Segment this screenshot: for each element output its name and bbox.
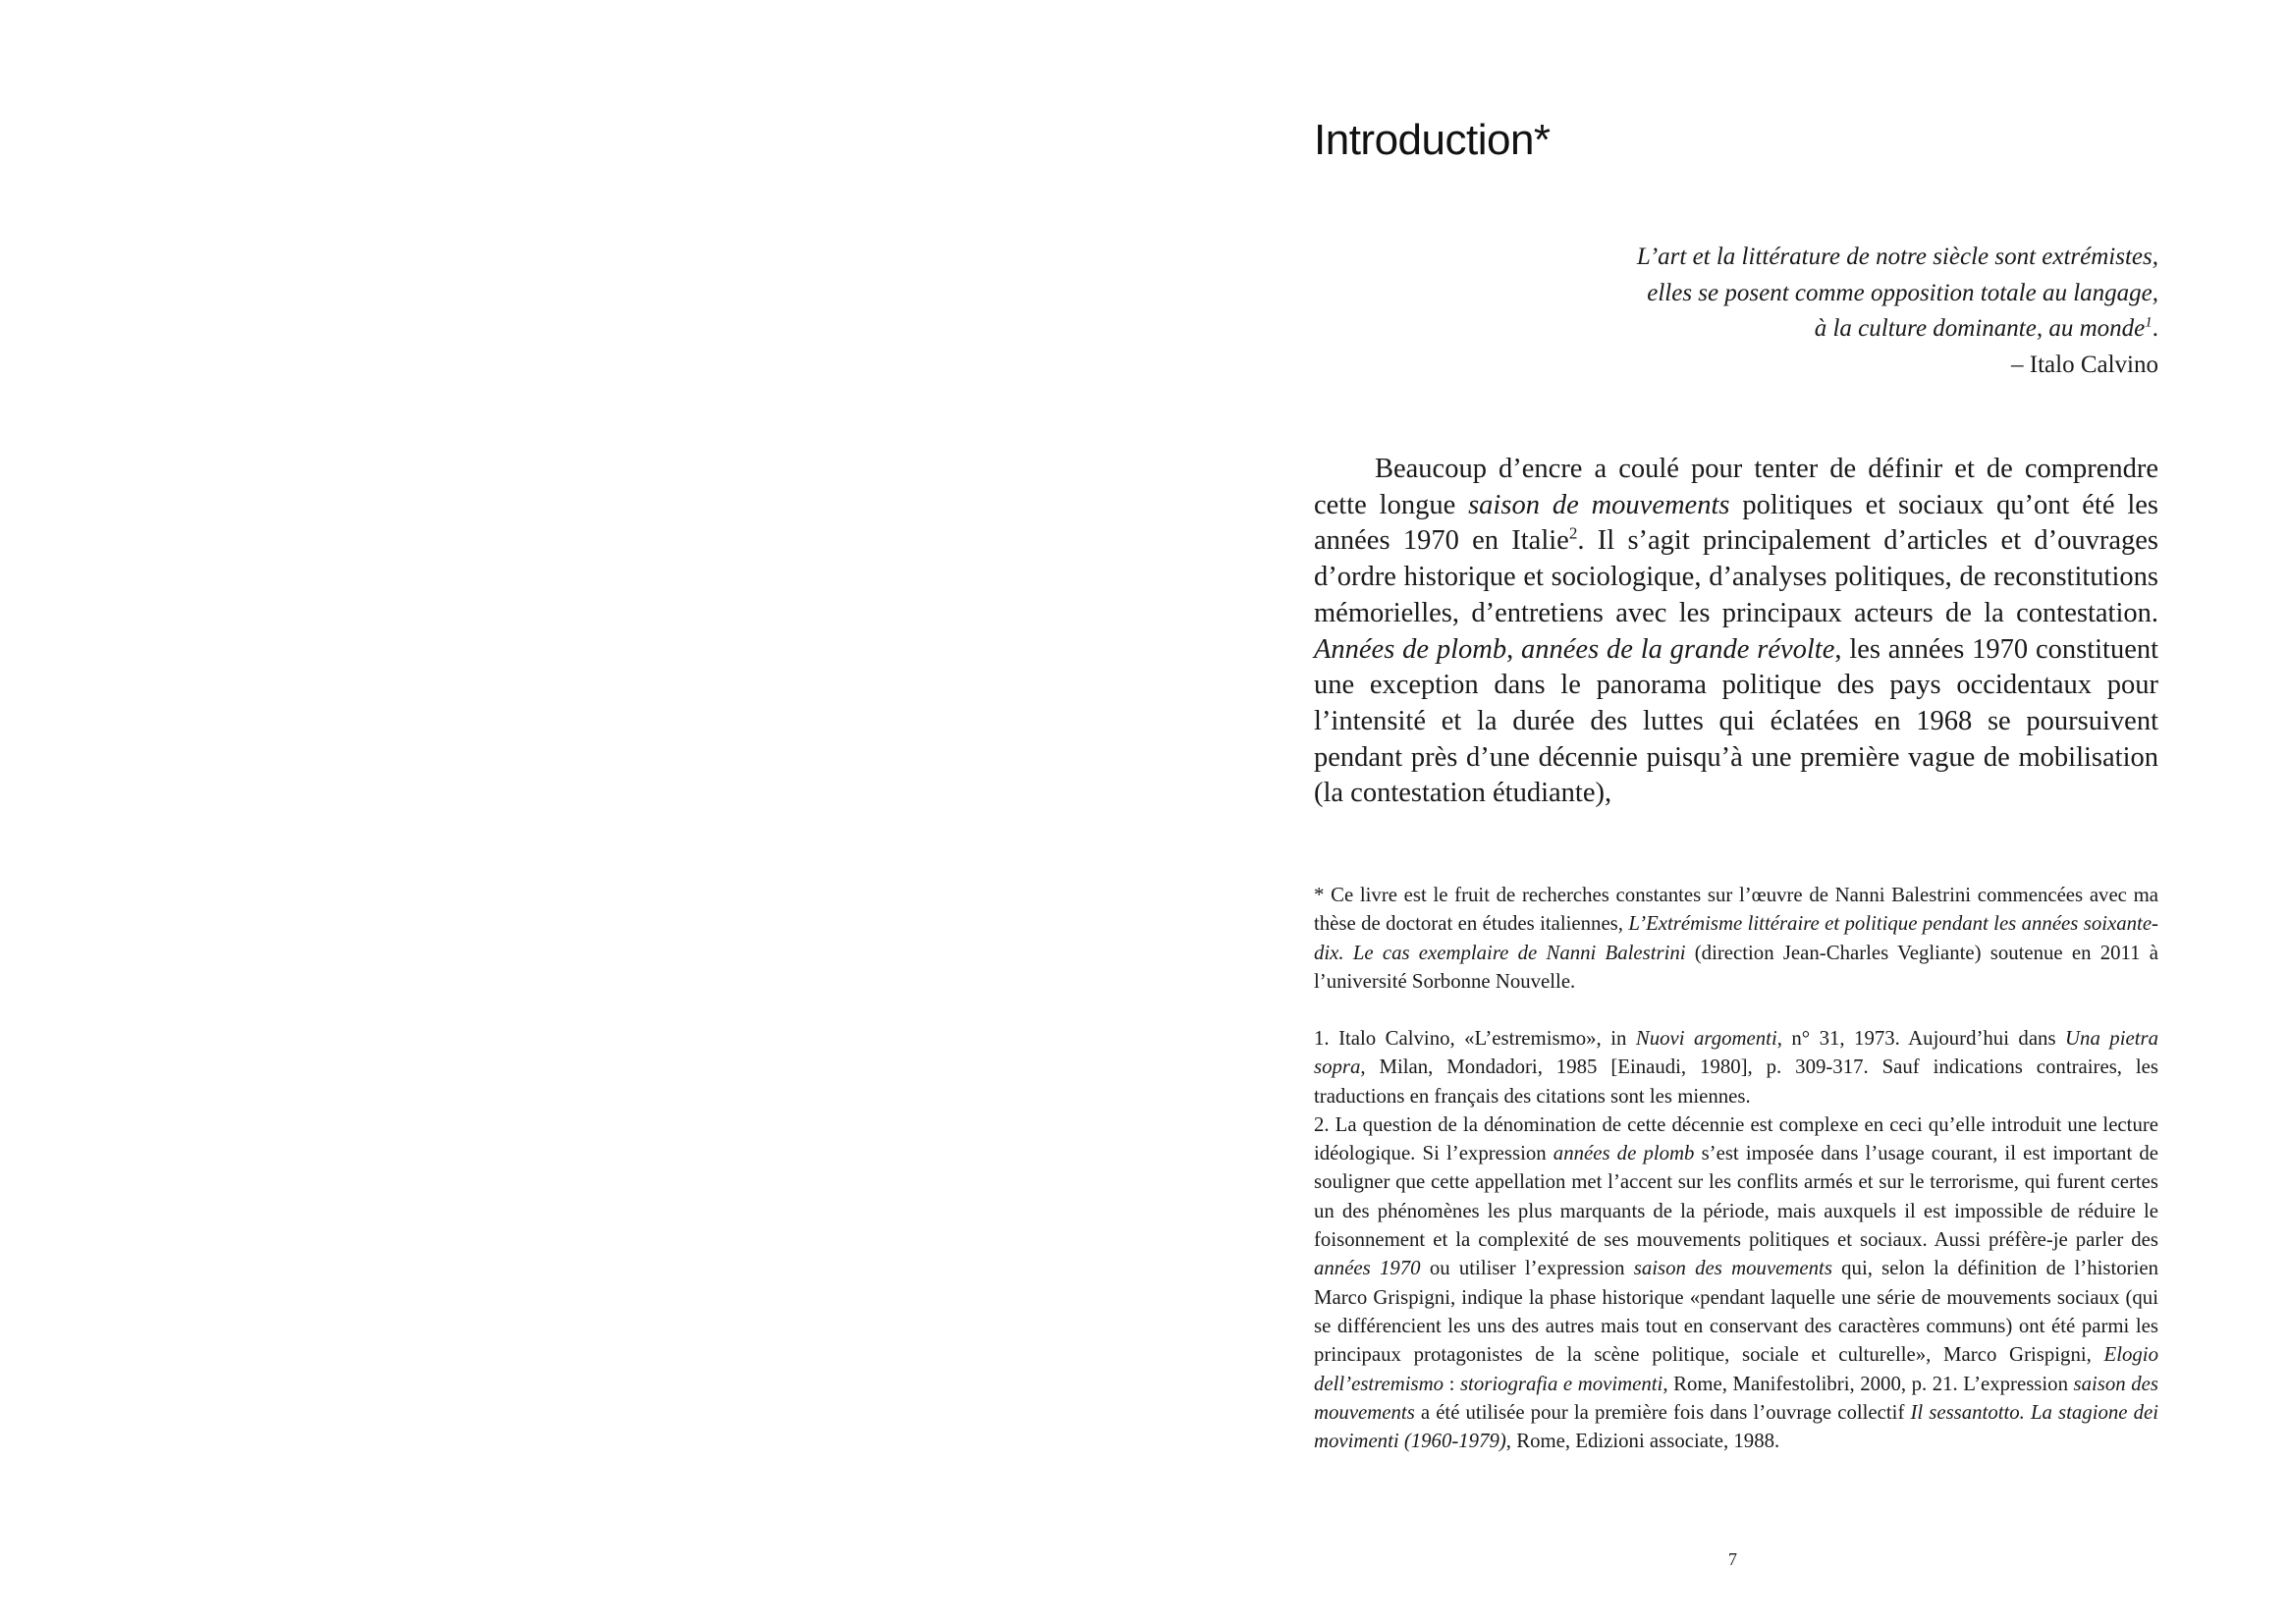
footnote-star-text <box>1314 881 2158 996</box>
epigraph-text: à la culture dominante, au monde <box>1814 315 2146 342</box>
text-run: a été utilisée pour la première fois dans l’ouvrage collectif <box>1414 1400 1911 1424</box>
text-run: politiques et sociaux qu’ont été les années 1970 en Italie <box>1314 489 2158 557</box>
epigraph-author: – Italo Calvino <box>2011 351 2158 378</box>
italic-text: années 1970 <box>1314 1257 1421 1280</box>
text-run: , n° 31, 1973. Aujourd’hui dans <box>1776 1027 2066 1050</box>
body-paragraph <box>1314 452 2158 812</box>
footnote-star <box>1314 881 2158 996</box>
text-run: , Rome, Edizioni associate, 1988. <box>1505 1430 1780 1453</box>
text-run: ou utiliser l’expression <box>1420 1257 1634 1280</box>
italic-text: saison de mouvements <box>1468 489 1730 520</box>
epigraph <box>1314 240 2158 383</box>
text-run: Beaucoup d’encre a coulé pour tenter de définir et de comprendre cette longue <box>1314 454 2158 520</box>
epigraph-period: . <box>2152 315 2158 342</box>
italic-text: Années de plomb <box>1314 633 1507 665</box>
italic-text: années de plomb <box>1553 1142 1695 1165</box>
text-run: (direction Jean-Charles Vegliante) soutenue en 2011 à l’université Sorbonne Nouvelle. <box>1314 941 2158 993</box>
footnote-2 <box>1314 1110 2158 1456</box>
text-run: , Milan, Mondadori, 1985 [Einaudi, 1980], p. 309-317. Sauf indications contraires, les traductions en français des citations sont les miennes. <box>1314 1056 2158 1108</box>
epigraph-line: elles se posent comme opposition totale au langage, <box>1647 279 2158 306</box>
text-run: : <box>1444 1372 1460 1395</box>
italic-text: Una pietra sopra <box>1314 1027 2158 1079</box>
epigraph-line: L’art et la littérature de notre siècle sont extrémistes, <box>1636 244 2158 270</box>
italic-text: Elogio dell’estremismo <box>1314 1343 2158 1395</box>
text-run: qui, selon la définition de l’historien Marco Grispigni, indique la phase historique «pendant laquelle une série de mouvements sociaux (qui se différencient les uns des autres mais tout en conservant des caractères communs) ont été parmi les principaux protagonistes de la scène politique, sociale et culturelle», Marco Grispigni, <box>1314 1257 2159 1367</box>
text-run: * Ce livre est le fruit de recherches constantes sur l’œuvre de Nanni Balestrini commencées avec ma thèse de doctorat en études italiennes, <box>1314 884 2158 936</box>
italic-text: Il sessantotto. La stagione dei movimenti (1960-1979) <box>1314 1400 2158 1453</box>
italic-text: années de la grande révolte <box>1521 633 1835 665</box>
italic-text: storiografia e movimenti <box>1459 1372 1663 1395</box>
italic-text: Nuovi argomenti <box>1635 1027 1777 1050</box>
text-run: s’est imposée dans l’usage courant, il est important de souligner que cette appellation met l’accent sur les conflits armés et sur le terrorisme, qui furent certes un des phénomènes les plus marquants de la période, mais auxquels il est impossible de réduire le foisonnement et la complexité de ses mouvements politiques et sociaux. Aussi préfère-je parler des <box>1314 1142 2158 1252</box>
footnote-ref[interactable]: 2 <box>1568 523 1578 543</box>
footnotes <box>1314 1024 2158 1455</box>
text-run: , <box>1506 633 1522 665</box>
blank-left-page <box>0 0 1144 1624</box>
text-run: , les années 1970 constituent une exception dans le panorama politique des pays occidentaux pour l’intensité et la durée des luttes qui éclatées en 1968 se poursuivent pendant près d’une décennie puisqu’à une première vague de mobilisation (la contestation étudiante), <box>1314 633 2159 809</box>
italic-text: saison des mouvements <box>1633 1257 1832 1280</box>
epigraph-line <box>1314 311 2158 348</box>
text-run: 2. La question de la dénomination de cette décennie est complexe en ceci qu’elle introduit une lecture idéologique. Si l’expression <box>1314 1112 2158 1165</box>
footnote-ref[interactable]: 1 <box>2145 314 2153 331</box>
text-run: . Il s’agit principalement d’articles et d’ouvrages d’ordre historique et sociologique, d’analyses politiques, de reconstitutions mémorielles, d’entretiens avec les principaux acteurs de la contestation. <box>1314 525 2159 628</box>
text-run: 1. Italo Calvino, «L’estremismo», in <box>1314 1027 1636 1050</box>
italic-text: saison des mouvements <box>1314 1372 2158 1424</box>
text-run: , Rome, Manifestolibri, 2000, p. 21. L’expression <box>1662 1372 2074 1395</box>
italic-text: L’Extrémisme littéraire et politique pendant les années soixante-dix. Le cas exemplaire de Nanni Balestrini <box>1314 912 2158 964</box>
footnote-1 <box>1314 1024 2158 1110</box>
page-number: 7 <box>1728 1549 1737 1569</box>
chapter-title: Introduction* <box>1314 116 1551 164</box>
